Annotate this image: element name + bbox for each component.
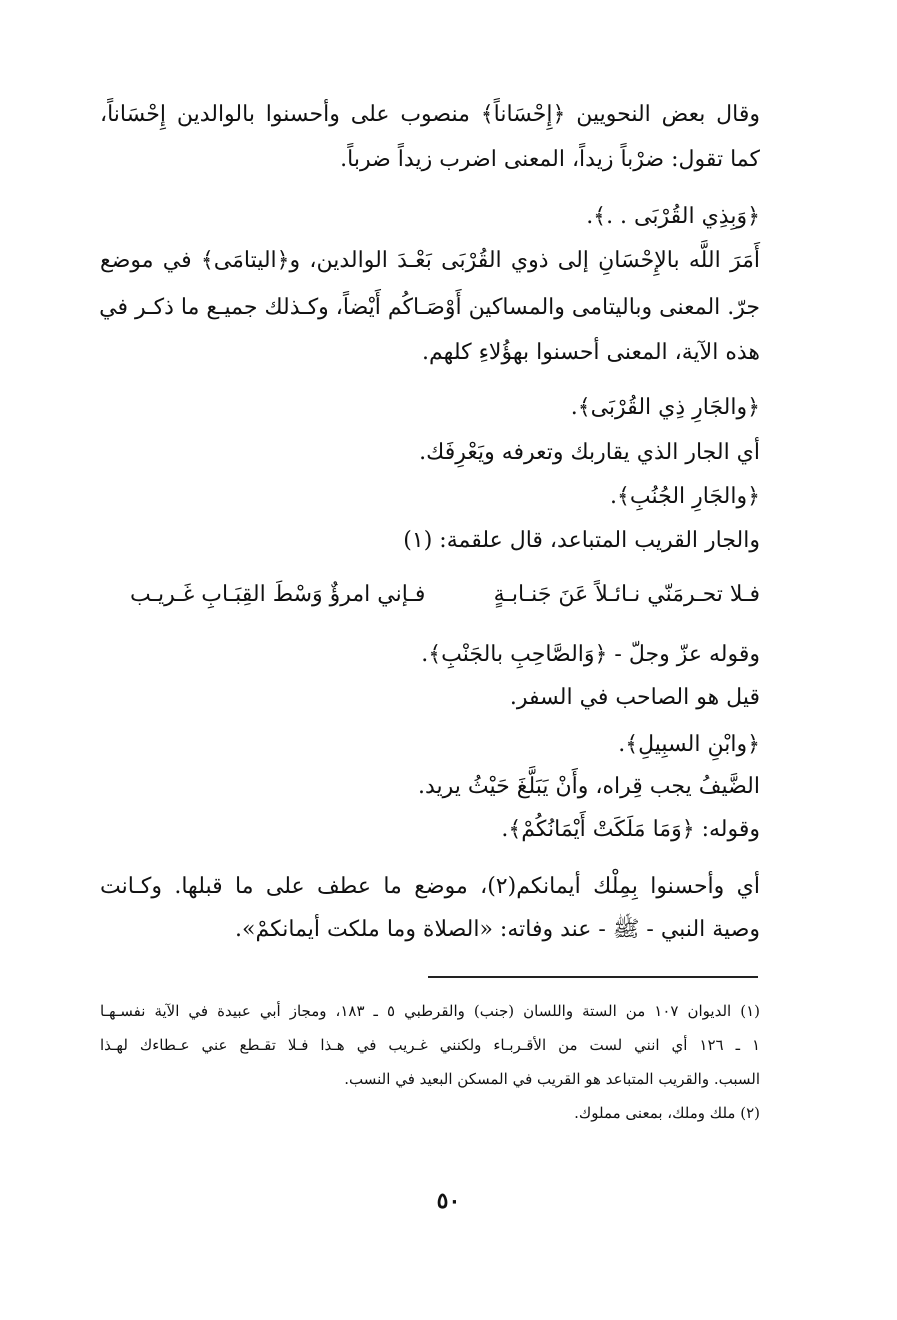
footnote-line: (١) الديوان ١٠٧ من الستة واللسان (جنب) والقرطبي ٥ ـ ١٨٣، ومجاز أبي عبيدة في الآية نفسـهـا bbox=[100, 1002, 760, 1020]
verse-first-hemistich: فـلا تحـرمَنّي نـائـلاً عَنَ جَنـابـةٍ bbox=[493, 582, 760, 607]
text-line: والجار القريب المتباعد، قال علقمة: (١) bbox=[403, 528, 760, 553]
text-line: كما تقول: ضرْباً زيداً، المعنى اضرب زيداً ضرباً. bbox=[340, 147, 760, 172]
text-line: أَمَرَ اللَّه بالإِحْسَانِ إلى ذوي القُرْبَى بَعْـدَ الوالدين، و﴿اليتامَى﴾ في موضع bbox=[100, 248, 760, 273]
text-line: هذه الآية، المعنى أحسنوا بهؤُلاءِ كلهم. bbox=[422, 340, 760, 365]
quran-quote: ﴿والجَارِ الجُنُبِ﴾. bbox=[610, 484, 760, 509]
text-line: وقوله عزّ وجلّ - ﴿وَالصَّاحِبِ بالجَنْبِ﴾. bbox=[421, 642, 760, 667]
poetry-verse bbox=[130, 578, 760, 612]
page-number: ٥٠ bbox=[436, 1188, 461, 1214]
verse-second-hemistich: فـإني امرؤٌ وَسْطَ القِبَـابِ غَـريـب bbox=[130, 582, 426, 607]
text-line: وصية النبي - ﷺ - عند وفاته: «الصلاة وما ملكت أيمانكمْ». bbox=[235, 917, 760, 942]
quran-quote: ﴿وابْنِ السبِيلِ﴾. bbox=[618, 732, 760, 757]
footnote-line: (٢) ملك وملك، بمعنى مملوك. bbox=[574, 1104, 760, 1122]
quran-quote: ﴿والجَارِ ذِي القُرْبَى﴾. bbox=[570, 395, 760, 420]
footnote-line: السبب. والقريب المتباعد هو القريب في المسكن البعيد في النسب. bbox=[344, 1070, 760, 1088]
footnote-line: ١ ـ ١٢٦ أي انني لست من الأقـربـاء ولكنني غـريب في هـذا فـلا تقـطع عني عـطاءك لهـذا bbox=[100, 1036, 761, 1054]
text-line: وقوله: ﴿وَمَا مَلَكَتْ أَيْمَانُكُمْ﴾. bbox=[501, 817, 760, 842]
text-line: أي وأحسنوا بِمِلْك أيمانكم(٢)، موضع ما عطف على ما قبلها. وكـانت bbox=[100, 874, 760, 899]
text-line: أي الجار الذي يقاربك وتعرفه ويَعْرِفَك. bbox=[419, 440, 760, 465]
text-line: قيل هو الصاحب في السفر. bbox=[509, 685, 760, 710]
text-line: جرّ. المعنى وباليتامى والمساكين أَوْصَـاكُم أَيْضاً، وكـذلك جميـع ما ذكـر في bbox=[99, 295, 760, 320]
text-line: وقال بعض النحويين ﴿إِحْسَاناً﴾ منصوب على وأحسنوا بالوالدين إِحْسَاناً، bbox=[100, 102, 760, 127]
footnote-divider bbox=[428, 976, 758, 978]
text-line: الضَّيفُ يجب قِراه، وأَنْ يَبَلَّغَ حَيْثُ يريد. bbox=[418, 774, 760, 799]
quran-quote: ﴿وَبِذِي القُرْبَى . .﴾. bbox=[586, 204, 760, 229]
